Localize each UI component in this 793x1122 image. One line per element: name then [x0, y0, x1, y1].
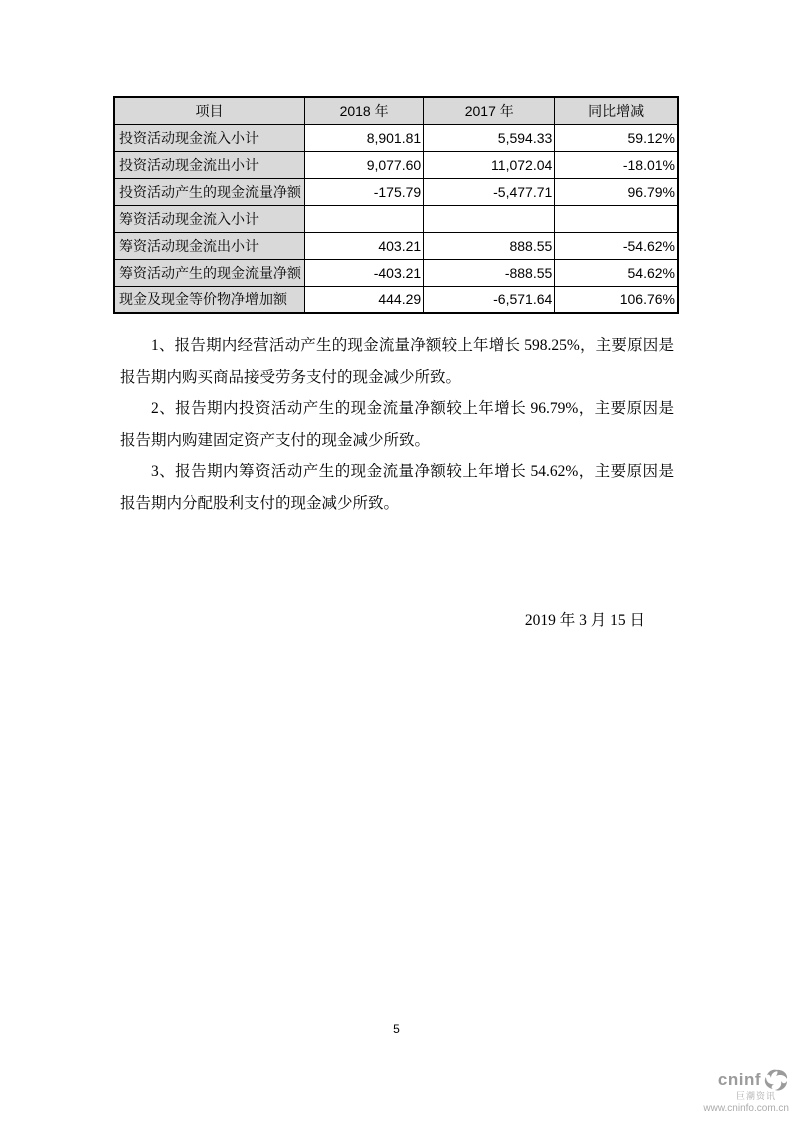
analysis-paragraph-3: 3、报告期内筹资活动产生的现金流量净额较上年增长 54.62%，主要原因是报告期内分配股利支付的现金减少所致。	[120, 463, 674, 512]
value-2017: 11,072.04	[424, 151, 555, 178]
value-2018: -403.21	[305, 259, 424, 286]
cninfo-swirl-icon	[763, 1068, 789, 1092]
value-yoy: -18.01%	[555, 151, 678, 178]
column-header-2018: 2018 年	[305, 97, 424, 124]
cninfo-url: www.cninfo.com.cn	[703, 1103, 789, 1114]
table-row	[114, 259, 678, 286]
table-row	[114, 232, 678, 259]
value-2018: -175.79	[305, 178, 424, 205]
table-row	[114, 151, 678, 178]
value-2017: -888.55	[424, 259, 555, 286]
report-date: 2019 年 3 月 15 日	[524, 612, 645, 629]
cninfo-logo-text: cninf	[717, 1069, 761, 1089]
value-2018	[305, 205, 424, 232]
value-2017	[424, 205, 555, 232]
row-label: 投资活动现金流出小计	[114, 151, 305, 178]
column-header-item: 项目	[114, 97, 305, 124]
analysis-text-block	[120, 330, 674, 519]
row-label: 筹资活动现金流出小计	[114, 232, 305, 259]
value-2017: -5,477.71	[424, 178, 555, 205]
row-label: 投资活动现金流入小计	[114, 124, 305, 151]
value-yoy: 96.79%	[555, 178, 678, 205]
value-2018: 9,077.60	[305, 151, 424, 178]
value-2018: 8,901.81	[305, 124, 424, 151]
value-2017: 888.55	[424, 232, 555, 259]
value-2017: 5,594.33	[424, 124, 555, 151]
cninfo-watermark	[703, 1068, 789, 1114]
value-2018: 403.21	[305, 232, 424, 259]
cninfo-chinese-name: 巨潮资讯	[735, 1091, 776, 1102]
table-header-row	[114, 97, 678, 124]
column-header-2017: 2017 年	[424, 97, 555, 124]
analysis-paragraph-1: 1、报告期内经营活动产生的现金流量净额较上年增长 598.25%，主要原因是报告期内购买商品接受劳务支付的现金减少所致。	[120, 337, 674, 386]
value-yoy: -54.62%	[555, 232, 678, 259]
page-number: 5	[393, 1022, 400, 1036]
value-yoy: 54.62%	[555, 259, 678, 286]
value-2017: -6,571.64	[424, 286, 555, 313]
value-yoy	[555, 205, 678, 232]
table-row	[114, 124, 678, 151]
row-label: 投资活动产生的现金流量净额	[114, 178, 305, 205]
table-row	[114, 178, 678, 205]
value-yoy: 59.12%	[555, 124, 678, 151]
value-2018: 444.29	[305, 286, 424, 313]
table-row	[114, 205, 678, 232]
analysis-paragraph-2: 2、报告期内投资活动产生的现金流量净额较上年增长 96.79%，主要原因是报告期内购建固定资产支付的现金减少所致。	[120, 400, 674, 449]
table-row	[114, 286, 678, 313]
cash-flow-table	[113, 96, 679, 314]
row-label: 现金及现金等价物净增加额	[114, 286, 305, 313]
column-header-yoy: 同比增减	[555, 97, 678, 124]
value-yoy: 106.76%	[555, 286, 678, 313]
row-label: 筹资活动现金流入小计	[114, 205, 305, 232]
row-label: 筹资活动产生的现金流量净额	[114, 259, 305, 286]
